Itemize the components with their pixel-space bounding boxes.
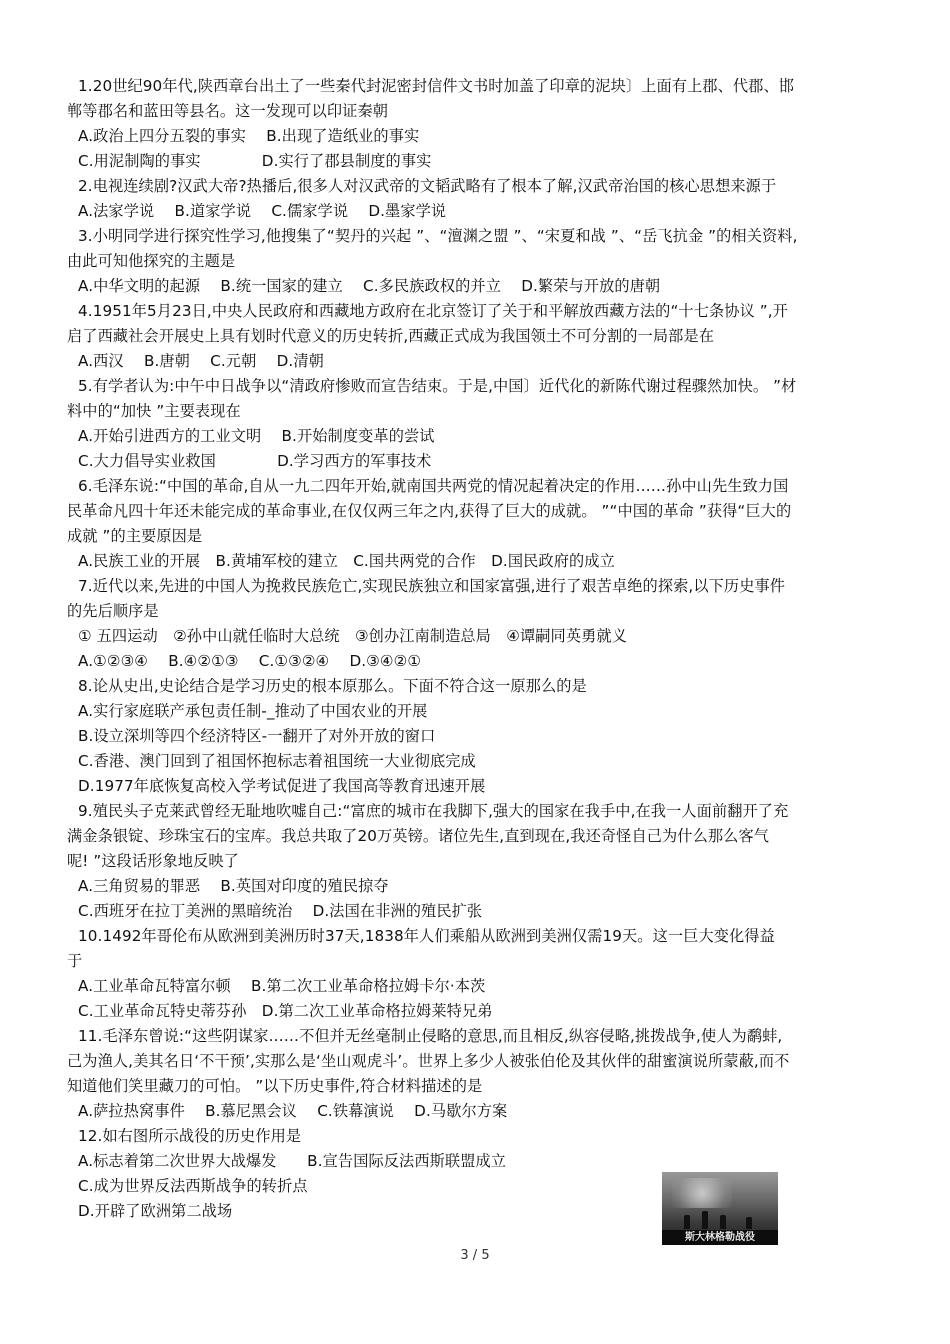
text-line: A.三角贸易的罪恶 B.英国对印度的殖民掠夺 (78, 877, 389, 895)
text-line: 4.1951年5月23日,中央人民政府和西藏地方政府在北京签订了关于和平解放西藏方法的“十七条协议 ”,开 (78, 302, 788, 320)
soldier-figure (720, 1215, 726, 1229)
smoke-shape (672, 1178, 732, 1208)
text-line: ① 五四运动 ②孙中山就任临时大总统 ③创办江南制造总局 ④谭嗣同英勇就义 (78, 627, 627, 645)
text-line: A.萨拉热窝事件 B.慕尼黑会议 C.铁幕演说 D.马歇尔方案 (78, 1102, 508, 1120)
text-line: D.开辟了欧洲第二战场 (78, 1202, 233, 1220)
text-line: 的先后顺序是 (67, 602, 159, 620)
text-line: C.用泥制陶的事实 D.实行了郡县制度的事实 (78, 152, 432, 170)
figure-caption: 斯大林格勒战役 (662, 1230, 778, 1245)
text-line: A.实行家庭联产承包责任制-_推动了中国农业的开展 (78, 702, 428, 720)
text-line: D.1977年底恢复高校入学考试促进了我国高等教育迅速开展 (78, 777, 486, 795)
soldier-figure (746, 1217, 752, 1229)
text-line: 由此可知他探究的主题是 (67, 252, 236, 270)
text-line: 民革命凡四十年还未能完成的革命事业,在仅仅两三年之内,获得了巨大的成就。 ”“中国的革命 ”获得“巨大的 (67, 502, 792, 520)
text-line: 于 (67, 952, 83, 970)
text-line: 己为渔人,美其名日‘不干预’,实那么是‘坐山观虎斗’。世界上多少人被张伯伦及其伙伴的甜蜜演说所蒙蔽,而不 (67, 1052, 790, 1070)
text-line: A.西汉 B.唐朝 C.元朝 D.清朝 (78, 352, 324, 370)
text-line: 成就 ”的主要原因是 (67, 527, 203, 545)
text-line: 3.小明同学进行探究性学习,他搜集了“契丹的兴起 ”、“澶渊之盟 ”、“宋夏和战 ”、“岳飞抗金 ”的相关资料, (78, 227, 798, 245)
text-line: A.法家学说 B.道家学说 C.儒家学说 D.墨家学说 (78, 202, 447, 220)
text-line: C.大力倡导实业救国 D.学习西方的军事技术 (78, 452, 432, 470)
page-number: 3 / 5 (460, 1248, 490, 1263)
text-line: 5.有学者认为:中午中日战争以“清政府惨败而宣告结束。于是,中国〕近代化的新陈代谢过程骤然加快。 ”材 (78, 377, 797, 395)
text-line: 料中的“加快 ”主要表现在 (67, 402, 241, 420)
text-line: 满金条银锭、珍珠宝石的宝库。我总共取了20万英镑。诸位先生,直到现在,我还奇怪自己为什么那么客气 (67, 827, 770, 845)
text-line: 郸等郡名和蓝田等县名。这一发现可以印证秦朝 (67, 102, 389, 120)
text-line: C.香港、澳门回到了祖国怀抱标志着祖国统一大业彻底完成 (78, 752, 476, 770)
text-line: B.设立深圳等四个经济特区-一翻开了对外开放的窗口 (78, 727, 436, 745)
text-line: 启了西藏社会开展史上具有划时代意义的历史转折,西藏正式成为我国领土不可分割的一局部是在 (67, 327, 715, 345)
text-line: 6.毛泽东说:“中国的革命,自从一九二四年开始,就南国共两党的情况起着决定的作用……孙中山先生致力国 (78, 477, 789, 495)
text-line: 12.如右图所示战役的历史作用是 (78, 1127, 302, 1145)
soldier-figure (702, 1211, 708, 1229)
text-line: 知道他们笑里藏刀的可怕。 ”以下历史事件,符合材料描述的是 (67, 1077, 483, 1095)
text-line: 11.毛泽东曾说:“这些阴谋家……不但并无丝毫制止侵略的意思,而且相反,纵容侵略,挑拨战争,使人为鹬蚌, (78, 1027, 783, 1045)
text-line: 1.20世纪90年代,陕西章台出土了一些秦代封泥密封信件文书时加盖了印章的泥块〕上面有上郡、代郡、邯 (78, 77, 795, 95)
text-line: 10.1492年哥伦布从欧洲到美洲历时37天,1838年人们乘船从欧洲到美洲仅需19天。这一巨大变化得益 (78, 927, 775, 945)
text-line: A.民族工业的开展 B.黄埔军校的建立 C.国共两党的合作 D.国民政府的成立 (78, 552, 615, 570)
text-line: 7.近代以来,先进的中国人为挽救民族危亡,实现民族独立和国家富强,进行了艰苦卓绝的探索,以下历史事件 (78, 577, 786, 595)
text-line: C.工业革命瓦特史蒂芬孙 D.第二次工业革命格拉姆莱特兄弟 (78, 1002, 493, 1020)
text-line: A.标志着第二次世界大战爆发 B.宣告国际反法西斯联盟成立 (78, 1152, 507, 1170)
text-line: 呢! ”这段话形象地反映了 (67, 852, 239, 870)
text-line: 9.殖民头子克莱武曾经无耻地吹嘘自己:“富庶的城市在我脚下,强大的国家在我手中,在我一人面前翻开了充 (78, 802, 789, 820)
text-line: A.政治上四分五裂的事实 B.出现了造纸业的事实 (78, 127, 420, 145)
text-line: C.西班牙在拉丁美洲的黑暗统治 D.法国在非洲的殖民扩张 (78, 902, 483, 920)
battle-photo (662, 1172, 778, 1245)
text-line: A.①②③④ B.④②①③ C.①③②④ D.③④②① (78, 652, 422, 670)
text-line: A.开始引进西方的工业文明 B.开始制度变革的尝试 (78, 427, 435, 445)
text-line: C.成为世界反法西斯战争的转折点 (78, 1177, 308, 1195)
text-line: A.工业革命瓦特富尔顿 B.第二次工业革命格拉姆卡尔·本茨 (78, 977, 486, 995)
soldier-figure (684, 1215, 690, 1229)
text-line: A.中华文明的起源 B.统一国家的建立 C.多民族政权的并立 D.繁荣与开放的唐朝 (78, 277, 661, 295)
text-line: 2.电视连续剧?汉武大帝?热播后,很多人对汉武帝的文韬武略有了根本了解,汉武帝治国的核心思想来源于 (78, 177, 777, 195)
text-line: 8.论从史出,史论结合是学习历史的根本原那么。下面不符合这一原那么的是 (78, 677, 587, 695)
